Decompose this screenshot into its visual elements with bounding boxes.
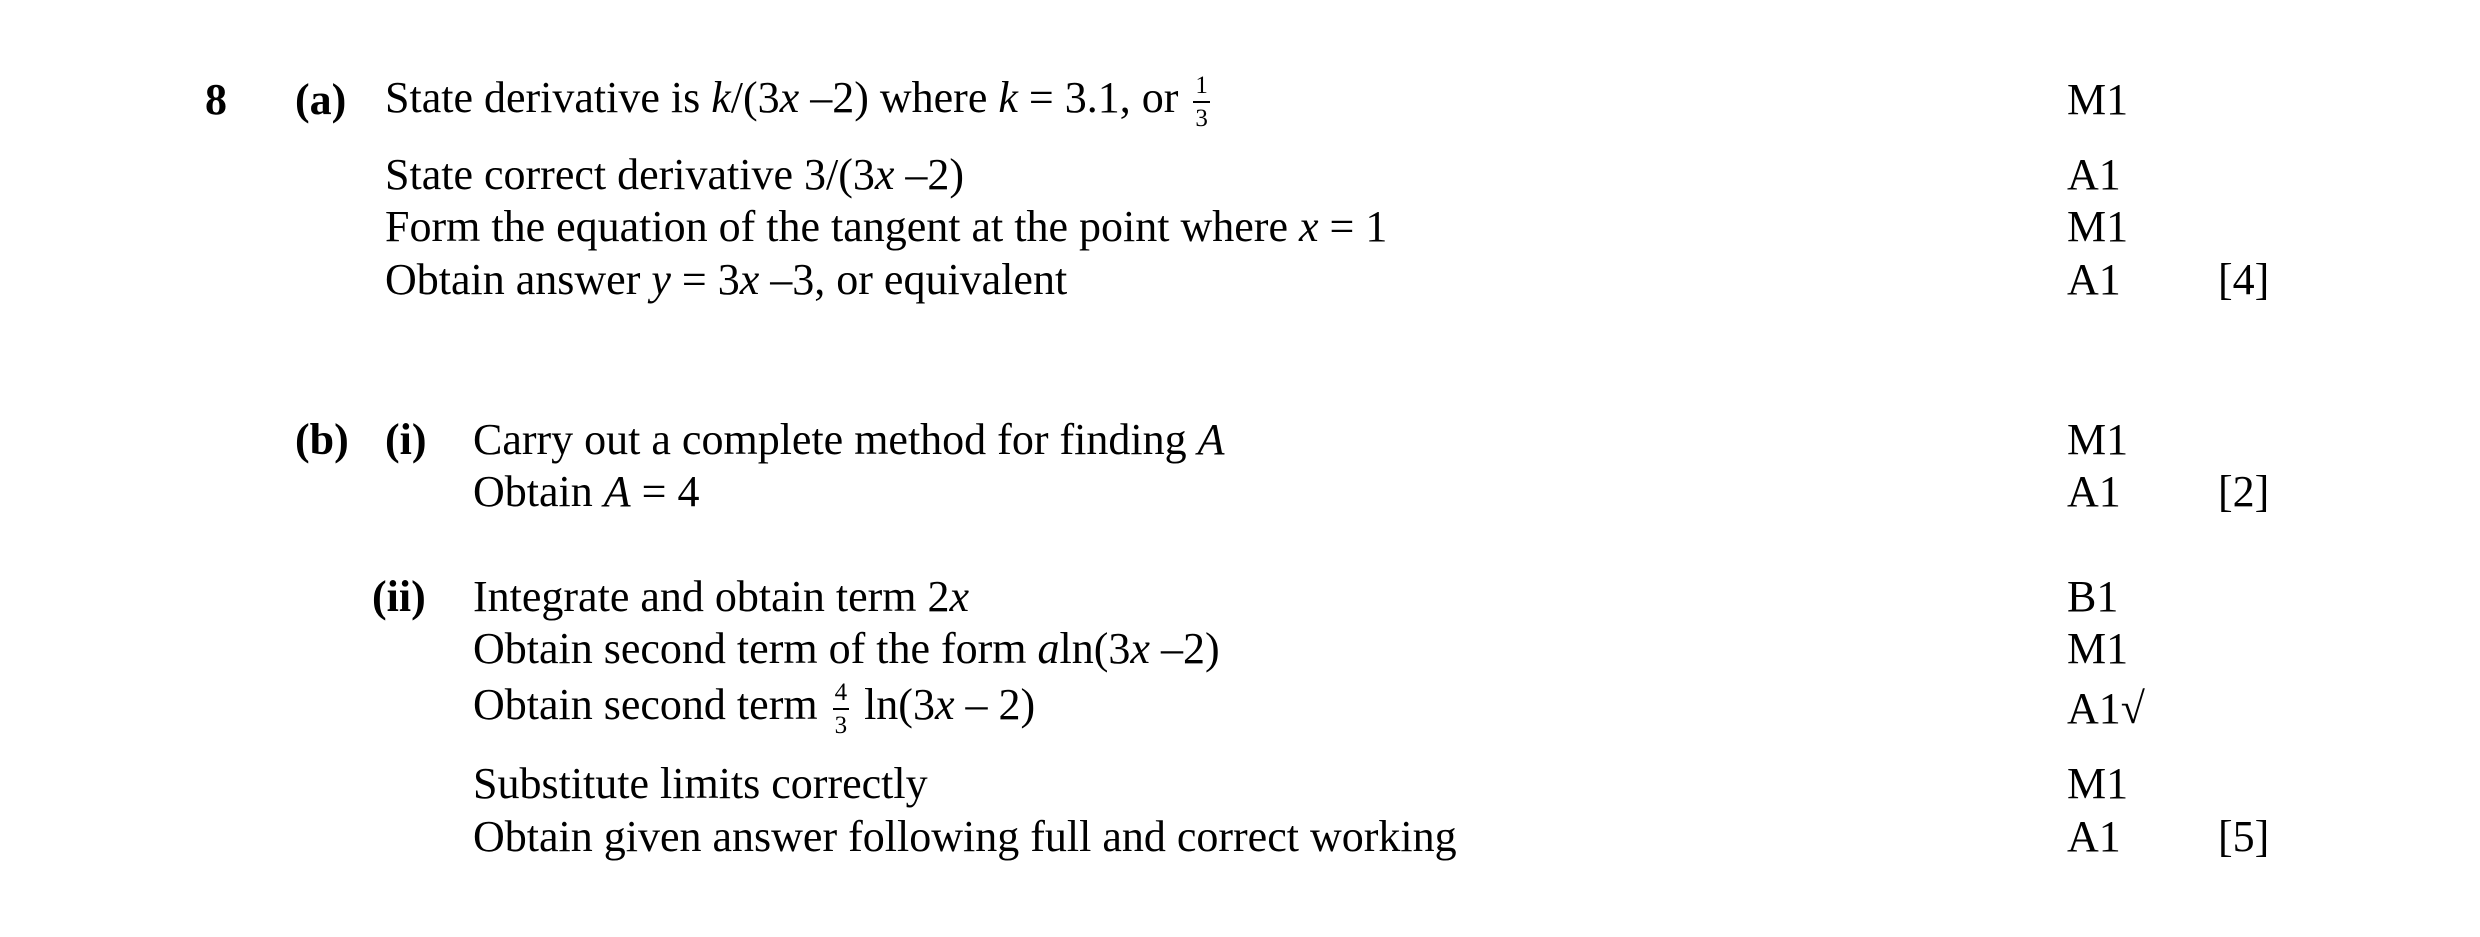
mark: B1 bbox=[2067, 572, 2119, 621]
part-b-ii-row-2: Obtain second term of the form aln(3x –2) bbox=[473, 624, 1220, 673]
mark: A1 bbox=[2067, 150, 2121, 199]
mark: M1 bbox=[2067, 759, 2129, 808]
question-number: 8 bbox=[205, 75, 227, 124]
part-total: [5] bbox=[2218, 812, 2270, 861]
part-b-label: (b) bbox=[295, 415, 349, 464]
mark: A1 bbox=[2067, 467, 2121, 516]
part-b-i-row-2: Obtain A = 4 bbox=[473, 467, 700, 516]
part-b-ii-row-5: Obtain given answer following full and correct working bbox=[473, 812, 1457, 861]
part-a-row-1: State derivative is k/(3x –2) where k = 3.1, or $\frac{1}{3}$ bbox=[385, 72, 1208, 132]
mark: A1 bbox=[2067, 812, 2121, 861]
sub-part-i-label: (i) bbox=[385, 415, 427, 464]
part-total: [4] bbox=[2218, 255, 2270, 304]
part-total: [2] bbox=[2218, 467, 2270, 516]
mark: M1 bbox=[2067, 624, 2129, 673]
part-b-ii-row-3: Obtain second term $\frac{4}{3}$ ln(3x – 2) bbox=[473, 679, 1036, 739]
mark: M1 bbox=[2067, 75, 2129, 124]
mark: M1 bbox=[2067, 202, 2129, 251]
part-a-row-2: State correct derivative 3/(3x –2) bbox=[385, 150, 965, 199]
part-b-ii-row-1: Integrate and obtain term 2x bbox=[473, 572, 970, 621]
part-b-ii-row-4: Substitute limits correctly bbox=[473, 759, 928, 808]
sub-part-ii-label: (ii) bbox=[372, 572, 426, 621]
part-a-label: (a) bbox=[295, 75, 347, 124]
mark: A1√ bbox=[2067, 684, 2145, 733]
fraction-one-third: $\frac{1}{3}$ bbox=[1195, 72, 1208, 132]
mark: A1 bbox=[2067, 255, 2121, 304]
fraction-four-thirds: $\frac{4}{3}$ bbox=[834, 679, 848, 739]
part-a-row-4: Obtain answer y = 3x –3, or equivalent bbox=[385, 255, 1068, 304]
part-a-row-3: Form the equation of the tangent at the point where x = 1 bbox=[385, 202, 1388, 251]
mark: M1 bbox=[2067, 415, 2129, 464]
part-b-i-row-1: Carry out a complete method for finding A bbox=[473, 415, 1225, 464]
